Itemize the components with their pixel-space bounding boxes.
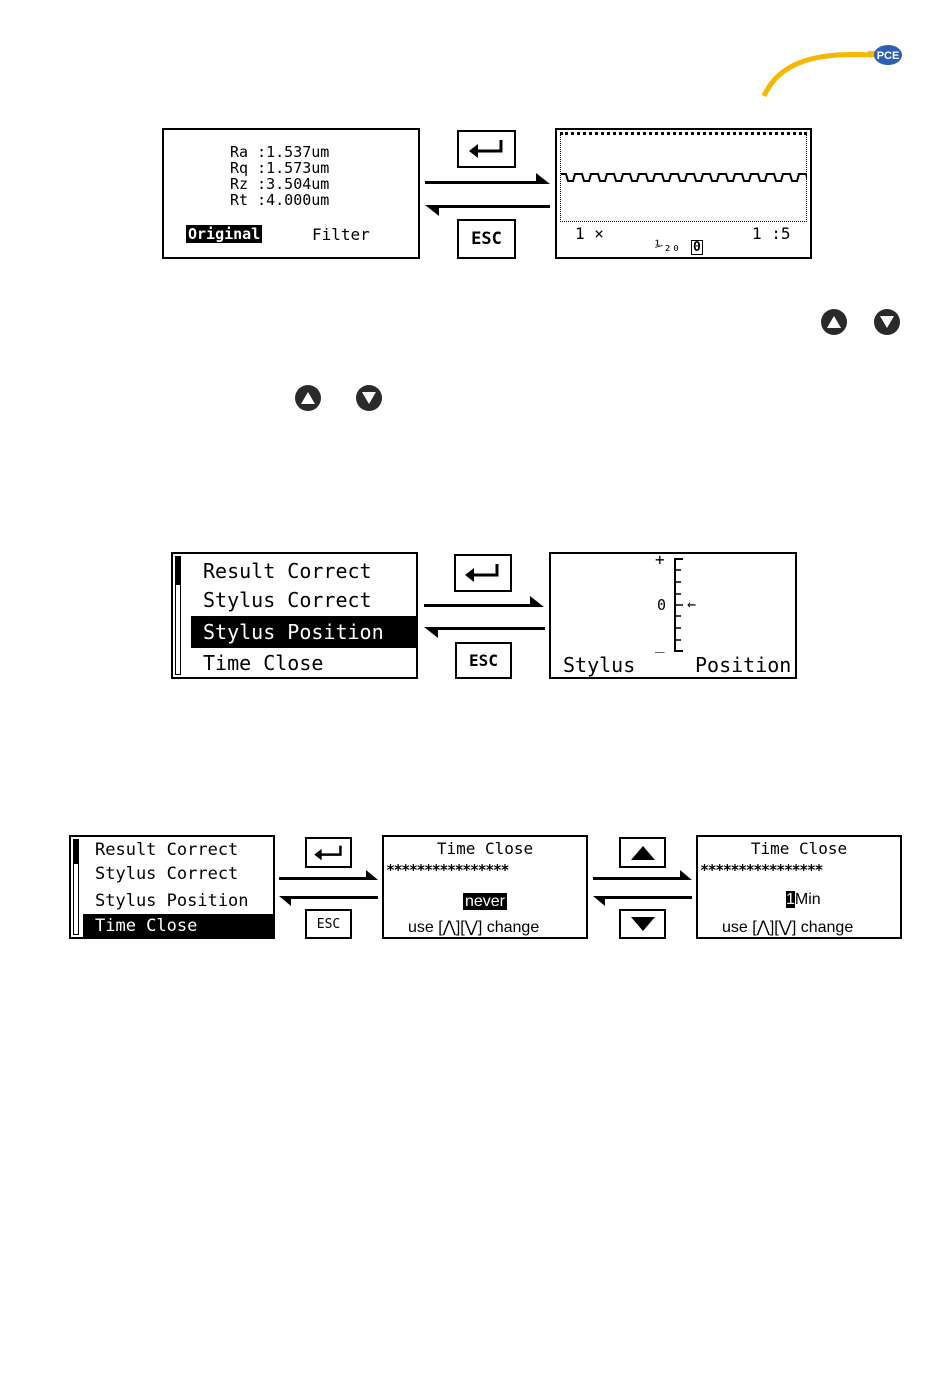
esc-button[interactable]: ESC xyxy=(457,219,516,259)
result-row-rz: Rz :3.504um xyxy=(230,175,330,193)
menu-item-stylus-position[interactable]: Stylus Position xyxy=(95,891,249,911)
return-arrow-icon xyxy=(463,562,503,584)
up-key-button[interactable] xyxy=(619,837,666,868)
profile-waveform xyxy=(561,170,807,186)
menu-item-result-correct[interactable]: Result Correct xyxy=(203,559,372,583)
back-arrow xyxy=(431,627,545,630)
pce-logo xyxy=(760,40,910,100)
forward-arrow xyxy=(424,604,538,607)
return-arrow-icon xyxy=(312,844,346,862)
result-row-rt: Rt :4.000um xyxy=(230,191,330,209)
down-button[interactable] xyxy=(356,385,382,411)
esc-button[interactable]: ESC xyxy=(455,642,512,679)
stars-divider: **************** xyxy=(700,861,823,879)
return-arrow-icon xyxy=(467,138,507,160)
menu-item-stylus-correct[interactable]: Stylus Correct xyxy=(203,588,372,612)
back-arrowhead xyxy=(593,896,605,906)
enter-button[interactable] xyxy=(305,837,352,868)
value-never: never xyxy=(464,893,506,910)
scale-plus: + xyxy=(655,550,665,569)
value-unit: Min xyxy=(794,891,821,908)
menu-item-stylus-correct[interactable]: Stylus Correct xyxy=(95,864,239,884)
scale-zero: 0 xyxy=(657,596,667,614)
triangle-down-icon xyxy=(362,392,376,404)
back-arrow xyxy=(432,205,550,208)
triangle-up-icon xyxy=(301,392,315,404)
menu-item-time-close[interactable]: Time Close xyxy=(83,914,273,939)
down-button[interactable] xyxy=(874,309,900,335)
scale-minus: _ xyxy=(655,634,665,653)
menu-item-stylus-position[interactable]: Stylus Position xyxy=(191,616,416,648)
enter-button[interactable] xyxy=(454,554,512,592)
cursor-mark: 0 xyxy=(693,240,701,255)
menu-item-time-close[interactable]: Time Close xyxy=(203,651,324,675)
roughness-result-screen xyxy=(162,128,420,259)
forward-arrowhead xyxy=(680,870,692,880)
menu-scrollbar[interactable] xyxy=(175,556,181,675)
triangle-down-icon xyxy=(631,917,655,931)
settings-menu-screen-2 xyxy=(69,835,275,939)
profile-graph-screen xyxy=(555,128,812,259)
result-row-rq: Rq :1.573um xyxy=(230,159,330,177)
label-stylus: Stylus xyxy=(563,653,636,677)
time-close-screen-never xyxy=(382,835,588,939)
forward-arrow xyxy=(593,877,685,880)
scale-right-label: 1 :5 xyxy=(752,224,791,243)
triangle-up-icon xyxy=(827,316,841,328)
menu-scrollbar[interactable] xyxy=(73,839,79,935)
forward-arrowhead xyxy=(366,870,378,880)
stylus-pointer: ← xyxy=(687,595,697,613)
up-button[interactable] xyxy=(821,309,847,335)
back-arrowhead xyxy=(424,627,438,638)
screen-title: Time Close xyxy=(436,839,534,858)
menu-item-result-correct[interactable]: Result Correct xyxy=(95,840,239,860)
time-close-screen-1min xyxy=(696,835,902,939)
forward-arrow xyxy=(425,181,543,184)
time-close-value[interactable] xyxy=(384,891,586,911)
label-position: Position xyxy=(695,653,792,677)
logo-text: PCE xyxy=(876,50,900,62)
forward-arrowhead xyxy=(530,596,544,607)
result-row-ra: Ra :1.537um xyxy=(230,143,330,161)
scale-bottom-label: ⅟₂₀ xyxy=(655,239,681,255)
back-arrowhead xyxy=(425,205,439,216)
forward-arrowhead xyxy=(536,173,550,184)
result-rows xyxy=(230,144,329,208)
hint-text: use [⋀][⋁] change xyxy=(408,919,540,936)
back-arrow xyxy=(600,896,692,899)
screen-title: Time Close xyxy=(750,839,848,858)
esc-button[interactable]: ESC xyxy=(305,909,352,939)
hint-text: use [⋀][⋁] change xyxy=(722,919,854,936)
tab-original[interactable]: Original xyxy=(188,225,261,243)
up-button[interactable] xyxy=(295,385,321,411)
scale-left-label: 1 × xyxy=(575,224,604,243)
tab-filter[interactable]: Filter xyxy=(312,225,370,244)
time-close-value[interactable] xyxy=(786,891,821,909)
back-arrowhead xyxy=(279,896,291,906)
triangle-down-icon xyxy=(880,316,894,328)
stylus-position-screen xyxy=(549,552,797,679)
value-cursor: 1 xyxy=(786,891,795,908)
enter-button[interactable] xyxy=(457,130,516,168)
stars-divider: **************** xyxy=(386,861,509,879)
forward-arrow xyxy=(279,877,371,880)
back-arrow xyxy=(286,896,378,899)
triangle-up-icon xyxy=(631,846,655,860)
down-key-button[interactable] xyxy=(619,909,666,939)
settings-menu-screen xyxy=(171,552,418,679)
